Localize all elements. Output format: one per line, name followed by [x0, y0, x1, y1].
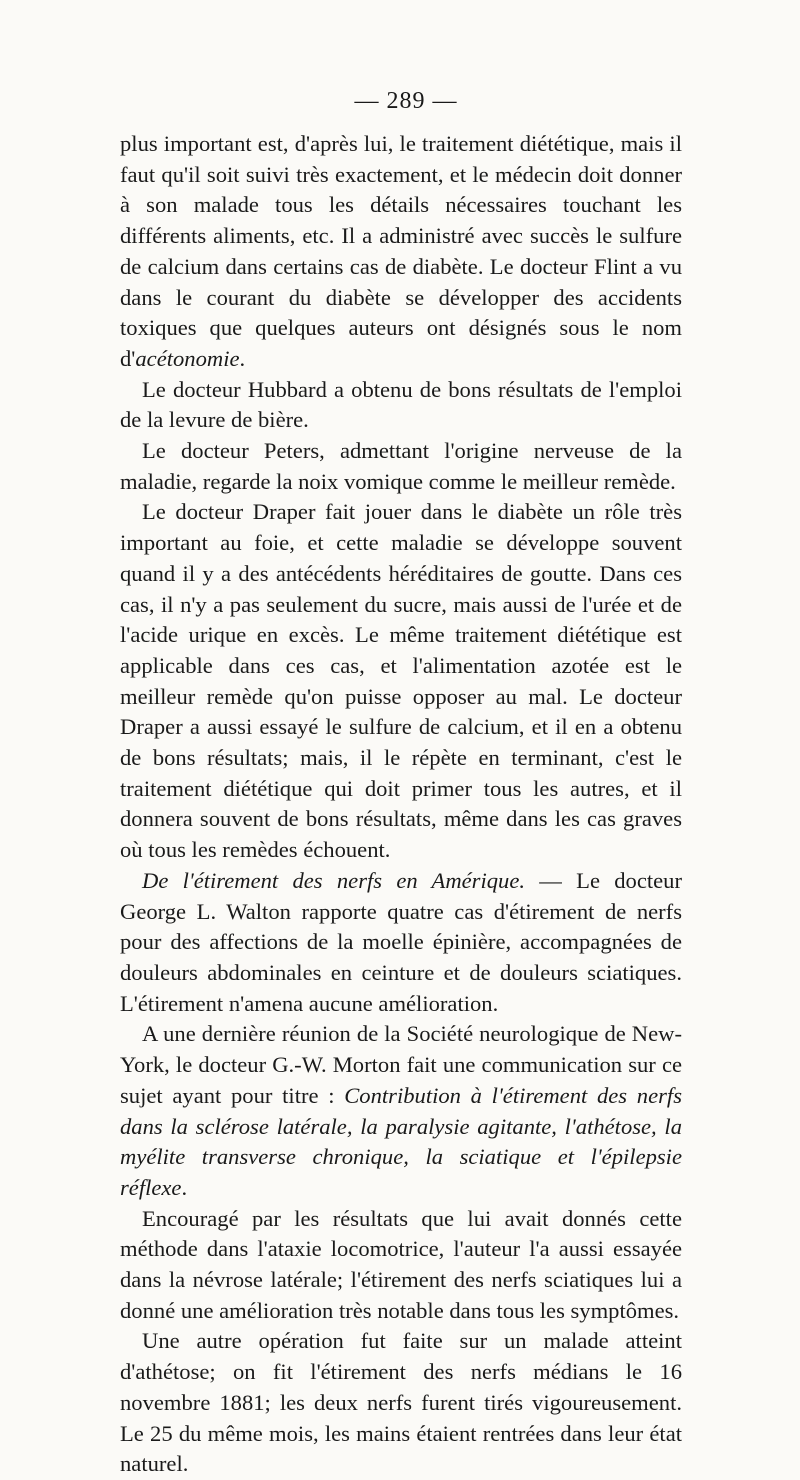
paragraph-6-end: . [181, 1174, 188, 1200]
page-number: — 289 — [354, 88, 458, 114]
paragraph-4: Le docteur Draper fait jouer dans le diabète un rôle très important au foie, et cette maladie se développe souvent quand il y a des antécédents héréditaires de goutte. Dans ces cas, il n'y a pas seulement du sucre, mais aussi de l'urée et de l'acide urique en excès. Le même traitement diététique est applicable dans ces cas, et l'alimentation azotée est le meilleur remède qu'on puisse opposer au mal. Le docteur Draper a aussi essayé le sulfure de calcium, et il en a obtenu de bons résultats; mais, il le répète en terminant, c'est le traitement diététique qui doit primer tous les autres, et il donnera souvent de bons résultats, même dans les cas graves où tous les remèdes échouent. [120, 499, 682, 863]
section-heading-italic: De l'étirement des nerfs en Amérique. [142, 867, 526, 893]
paragraph-7: Encouragé par les résultats que lui avait donnés cette méthode dans l'ataxie locomotrice, l'auteur l'a aussi essayée dans la névrose latérale; l'étirement des nerfs sciatiques lui a donné une amélioration très notable dans tous les symptômes. [120, 1205, 682, 1323]
paragraph-1-end: . [239, 345, 246, 371]
paragraph-1 [120, 129, 682, 375]
paragraph-6 [120, 1019, 682, 1203]
paragraph-6-text: A une dernière réunion de la Société neurologique de New-York, le docteur G.-W. Morton fait une communication sur ce sujet ayant pour titre : [120, 1021, 682, 1108]
paragraph-6-italic-title: Contribution à l'étirement des nerfs dans la sclérose latérale, la paralysie agitante, l'athétose, la myélite transverse chronique, la sciatique et l'épilepsie réflexe [120, 1082, 682, 1200]
paragraph-1-text: plus important est, d'après lui, le traitement diététique, mais il faut qu'il soit suivi très exactement, et le médecin doit donner à son malade tous les détails nécessaires touchant les différents aliments, etc. Il a administré avec succès le sulfure de calcium dans certains cas de diabète. Le docteur Flint a vu dans le courant du diabète se développer des accidents toxiques que quelques auteurs ont désignés sous le nom d' [120, 131, 682, 371]
paragraph-5 [120, 866, 682, 1020]
paragraph-1-italic: acétonomie [135, 345, 240, 371]
paragraph-5-text: — Le docteur George L. Walton rapporte quatre cas d'étirement de nerfs pour des affections de la moelle épinière, accompagnées de douleurs abdominales en ceinture et de douleurs sciatiques. L'étirement n'amena aucune amélioration. [120, 867, 683, 1016]
paragraph-8: Une autre opération fut faite sur un malade atteint d'athétose; on fit l'étirement des nerfs médians le 16 novembre 1881; les deux nerfs furent tirés vigoureusement. Le 25 du même mois, les mains étaient rentrées dans leur état naturel. [120, 1328, 682, 1477]
paragraph-2: Le docteur Hubbard a obtenu de bons résultats de l'emploi de la levure de bière. [120, 376, 682, 433]
paragraph-3: Le docteur Peters, admettant l'origine nerveuse de la maladie, regarde la noix vomique comme le meilleur remède. [120, 438, 682, 494]
